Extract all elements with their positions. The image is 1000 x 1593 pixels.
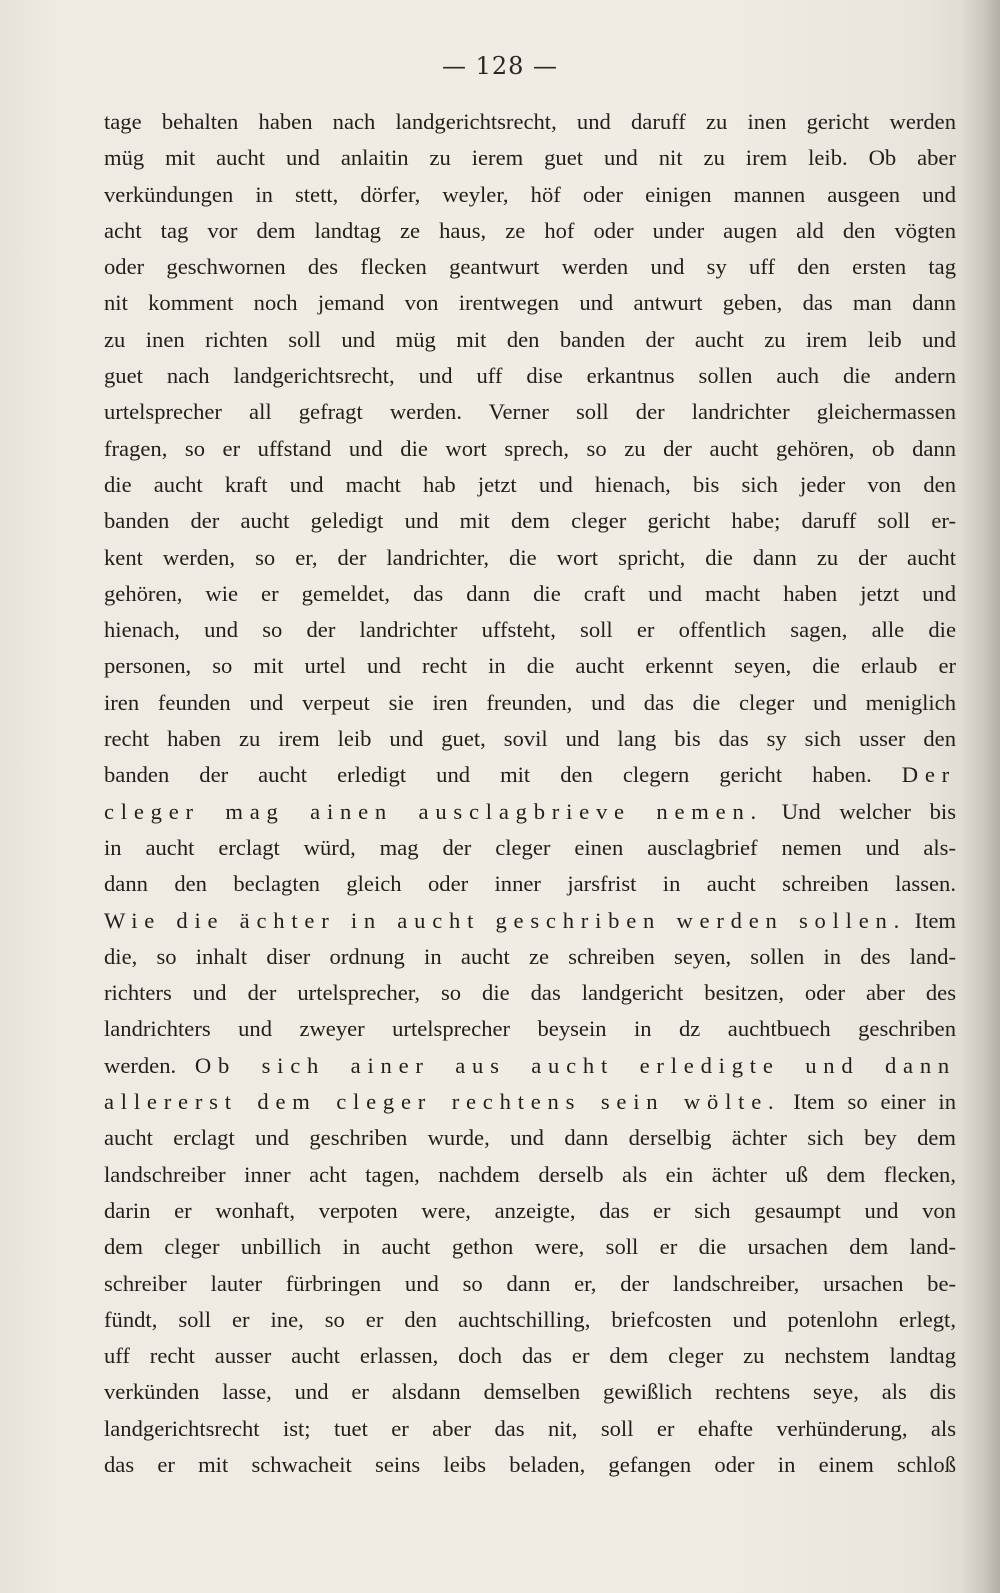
line-text: urtelsprecher all gefragt werden. Verner soll der landrichter gleichermassen [104,399,956,425]
page-edge-shadow [960,0,1000,1593]
text-line [104,285,956,321]
line-text: acht tag vor dem landtag ze haus, ze hof oder under augen ald den vögten [104,217,956,243]
page-number: — 128 — [441,52,559,80]
line-text: richters und der urtelsprecher, so die das landgericht besitzen, oder aber des [104,980,956,1006]
text-line [104,648,956,684]
line-text: Und welcher bis [762,798,956,824]
text-line [104,358,956,394]
line-text: gehören, wie er gemeldet, das dann die craft und macht haben jetzt und [104,580,956,606]
spaced-heading-text: Wie die ächter in aucht geschriben werden sollen. [104,907,907,933]
line-text: recht haben zu irem leib und guet, sovil und lang bis das sy sich usser den [104,726,956,752]
text-line [104,467,956,503]
line-text: fragen, so er uffstand und die wort sprech, so zu der aucht gehören, ob dann [104,435,956,461]
text-line [104,104,956,140]
line-text: zu inen richten soll und müg mit den banden der aucht zu irem leib und [104,326,956,352]
line-text: Item so einer in [780,1089,956,1115]
text-line [104,1338,956,1374]
text-line [104,1447,956,1483]
text-line [104,975,956,1011]
text-line [104,830,956,866]
text-line [104,1229,956,1265]
text-line [104,177,956,213]
text-line [104,866,956,902]
line-text: die aucht kraft und macht hab jetzt und hienach, bis sich jeder von den [104,471,956,497]
spaced-heading-text: allererst dem cleger rechtens sein wölte. [104,1089,781,1115]
line-text: verkündungen in stett, dörfer, weyler, höf oder einigen mannen ausgeen und [104,181,956,207]
line-text: landrichters und zweyer urtelsprecher beysein in dz auchtbuech geschriben [104,1016,956,1042]
line-text: hienach, und so der landrichter uffsteht, soll er offentlich sagen, alle die [104,617,956,643]
line-text: aucht erclagt und geschriben wurde, und dann derselbig ächter sich bey dem [104,1125,956,1151]
line-text: uff recht ausser aucht erlassen, doch das er dem cleger zu nechstem landtag [104,1343,956,1369]
text-line [104,903,956,939]
text-line [104,322,956,358]
text-line [104,1374,956,1410]
text-line [104,1084,956,1120]
text-line [104,576,956,612]
line-text: tage behalten haben nach landgerichtsrecht, und daruff zu inen gericht werden [104,109,956,134]
text-line [104,721,956,757]
text-line [104,431,956,467]
line-text: kent werden, so er, der landrichter, die wort spricht, die dann zu der aucht [104,544,956,570]
line-text: guet nach landgerichtsrecht, und uff dise erkantnus sollen auch die andern [104,363,956,389]
line-text: landgerichtsrecht ist; tuet er aber das nit, soll er ehafte verhünderung, als [104,1415,956,1441]
text-line [104,1266,956,1302]
text-line [104,1048,956,1084]
line-text: fündt, soll er ine, so er den auchtschilling, briefcosten und potenlohn erlegt, [104,1306,956,1332]
text-line [104,140,956,176]
text-line [104,213,956,249]
line-text: landschreiber inner acht tagen, nachdem derselb als ein ächter uß dem flecken, [104,1161,956,1187]
text-line [104,503,956,539]
line-text: das er mit schwacheit seins leibs beladen, gefangen oder in einem schloß [104,1451,956,1477]
text-line [104,394,956,430]
spaced-heading-text: Der [901,762,956,788]
text-line [104,1411,956,1447]
line-text: dann den beclagten gleich oder inner jarsfrist in aucht schreiben lassen. [104,871,956,897]
spaced-heading-text: Ob sich ainer aus aucht erledigte und dann [194,1052,956,1078]
text-line [104,540,956,576]
line-text: nit komment noch jemand von irentwegen und antwurt geben, das man dann [104,290,956,316]
line-text: personen, so mit urtel und recht in die aucht erkennt seyen, die erlaub er [104,653,956,679]
line-text: schreiber lauter fürbringen und so dann er, der landschreiber, ursachen be- [104,1270,956,1296]
text-line [104,757,956,793]
line-text: banden der aucht erledigt und mit den clegern gericht haben. [104,762,902,788]
line-text: oder geschwornen des flecken geantwurt werden und sy uff den ersten tag [104,254,956,280]
text-line [104,939,956,975]
text-line [104,1120,956,1156]
text-line [104,1157,956,1193]
line-text: die, so inhalt diser ordnung in aucht ze schreiben seyen, sollen in des land- [104,943,956,969]
spaced-heading-text: cleger mag ainen ausclagbrieve nemen. [104,798,763,824]
line-text: müg mit aucht und anlaitin zu ierem guet und nit zu irem leib. Ob aber [104,145,956,171]
text-line [104,794,956,830]
line-text: werden. [104,1052,195,1078]
line-text: darin er wonhaft, verpoten were, anzeigte, das er sich gesaumpt und von [104,1197,956,1223]
line-text: verkünden lasse, und er alsdann demselben gewißlich rechtens seye, als dis [104,1379,956,1405]
line-text: Item [906,907,956,933]
line-text: iren feunden und verpeut sie iren freunden, und das die cleger und meniglich [104,689,956,715]
text-line [104,1193,956,1229]
text-line [104,685,956,721]
text-line [104,1011,956,1047]
text-line [104,1302,956,1338]
text-line [104,249,956,285]
body-text [104,104,956,1483]
line-text: dem cleger unbillich in aucht gethon were, soll er die ursachen dem land- [104,1234,956,1260]
line-text: banden der aucht geledigt und mit dem cleger gericht habe; daruff soll er- [104,508,956,534]
line-text: in aucht erclagt würd, mag der cleger einen ausclagbrief nemen und als- [104,834,956,860]
text-line [104,612,956,648]
